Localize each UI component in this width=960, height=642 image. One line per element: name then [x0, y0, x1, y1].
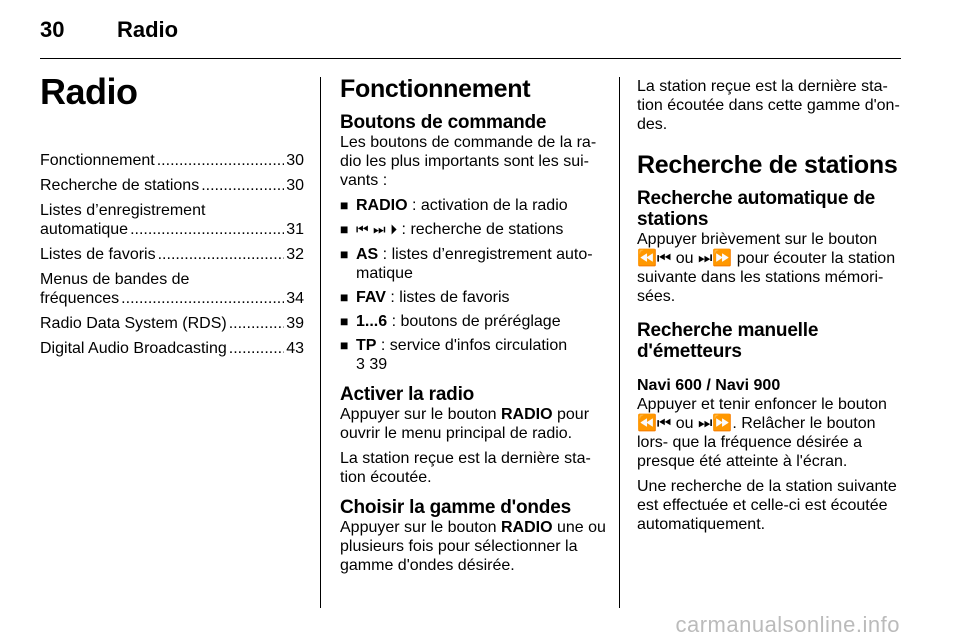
section-heading: Fonctionnement — [340, 75, 531, 103]
search-column — [637, 77, 903, 534]
paragraph: Appuyer sur le bouton RADIO pour ouvrir le menu principal de radio. — [340, 406, 590, 442]
column-divider-1 — [320, 77, 321, 608]
controls-intro: Les boutons de commande de la ra- dio les plus importants sont les sui- vants : — [340, 134, 597, 189]
section-heading: Recherche de stations — [637, 151, 898, 179]
paragraph: Appuyer et tenir enfoncer le bouton ⏪⏮ ou ⏭⏩. Relâcher le bouton lors- que la fréquence désirée a presque été atteinte à l'écran. — [637, 396, 887, 470]
header-rule — [40, 58, 901, 59]
list-item: ■ RADIO : activation de la radio — [340, 196, 606, 215]
table-of-contents — [40, 151, 304, 358]
paragraph: Appuyer brièvement sur le bouton ⏪⏮ ou ⏭⏩ pour écouter la station suivante dans les stations mémori- sées. — [637, 231, 896, 305]
page-number: 30 — [40, 17, 65, 42]
toc-item[interactable]: Listes de favoris ..... 32 — [40, 245, 304, 264]
subheading-controls: Boutons de commande — [340, 112, 547, 133]
paragraph: La station reçue est la dernière sta- tion écoutée dans cette gamme d'on- des. — [637, 78, 900, 133]
page-reference: 3 39 — [356, 356, 388, 373]
toc-item[interactable]: Recherche de stations ..... 30 — [40, 176, 304, 195]
list-item: ■ ⏮ ⏭ ⏵ : recherche de stations — [340, 220, 606, 240]
toc-item[interactable]: Digital Audio Broadcasting ..... 43 — [40, 339, 304, 358]
toc-column — [40, 72, 304, 364]
column-divider-2 — [619, 77, 620, 608]
subheading-activate: Activer la radio — [340, 384, 475, 405]
running-header: Radio — [117, 17, 179, 42]
paragraph: Appuyer sur le bouton RADIO une ou plusieurs fois pour sélectionner la gamme d'ondes désirée. — [340, 519, 606, 574]
list-item: ■ 1...6 : boutons de préréglage — [340, 312, 606, 331]
model-label: Navi 600 / Navi 900 — [637, 377, 781, 394]
paragraph: Une recherche de la station suivante est effectuée et celle-ci est écoutée automatiquement. — [637, 478, 897, 533]
list-item: ■ TP : service d'infos circulation 3 39 — [340, 336, 606, 374]
subheading-auto-search: Recherche automatique de stations — [637, 188, 876, 230]
toc-item[interactable]: Radio Data System (RDS) ..... 39 — [40, 314, 304, 333]
controls-list — [340, 196, 606, 374]
chapter-title: Radio — [40, 71, 138, 112]
toc-item[interactable]: Listes d’enregistrement automatique ..... 31 — [40, 201, 304, 239]
operation-column — [340, 72, 606, 575]
watermark: carmanualsonline.info — [675, 612, 900, 637]
toc-item[interactable]: Fonctionnement ..... 30 — [40, 151, 304, 170]
subheading-waveband: Choisir la gamme d'ondes — [340, 497, 571, 518]
list-item: ■ FAV : listes de favoris — [340, 288, 606, 307]
paragraph: La station reçue est la dernière sta- tion écoutée. — [340, 450, 591, 486]
seek-buttons-icon: ⏮ ⏭ ⏵ — [356, 222, 398, 238]
toc-item[interactable]: Menus de bandes de fréquences ..... 34 — [40, 270, 304, 308]
list-item: ■ AS : listes d’enregistrement auto- matique — [340, 245, 606, 283]
subheading-manual-search: Recherche manuelle d'émetteurs — [637, 320, 819, 362]
